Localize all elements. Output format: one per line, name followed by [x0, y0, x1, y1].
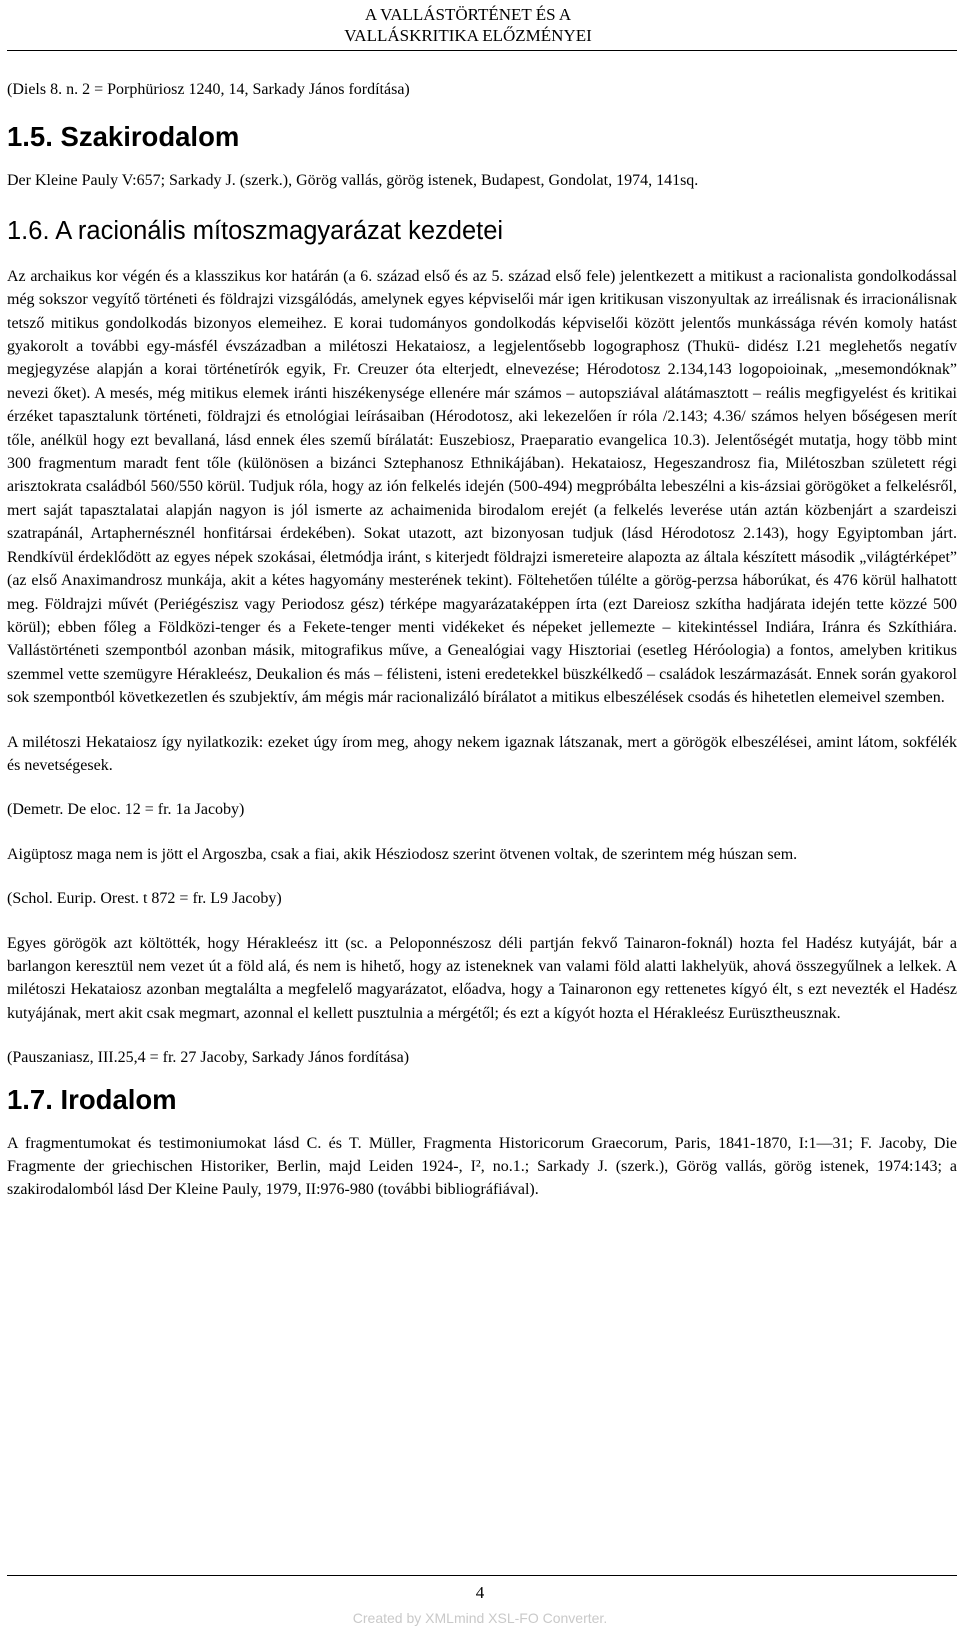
- citation-demetr: (Demetr. De eloc. 12 = fr. 1a Jacoby): [7, 801, 245, 819]
- citation-schol: (Schol. Eurip. Orest. t 872 = fr. L9 Jacoby): [7, 890, 282, 908]
- paragraph-main: Az archaikus kor végén és a klasszikus kor határán (a 6. század első és az 5. század első fele) jelentkezett a mitikust a racionalista gondolkodással még sokszor vegyítő történeti és földrajzi vizsgálódás, amelynek egyes képviselői már igen kritikusan viszonyultak az irreálisnak és irracionálisnak tetsző mitikus gondolkodás bizonyos elemeihez. E korai tudományos gondolkodás képviselői között jelentős munkássága révén komoly hatást gyakorolt a további egy-másfél évszázadban a milétoszi Hekataiosz, a legjelentősebb logographosz (Thukü- didész I.21 meglehetős negatív megjegyzése alapján a korai történetírók egyik, Fr. Creuzer óta elterjedt, elnevezése; Hérodotosz 2.134,143 logopoioinak, „mesemondóknak” nevezi őket). A mesés, még mitikus elemek iránti hiszékenysége ellenére már számos – autopsziával alátámasztott – reális megfigyelést és kritikai érzéket tapasztalunk történeti, földrajzi és etnológiai leírásaiban (Hérodotosz, aki lekezelően ír róla /2.143; 4.36/ számos helyen bőségesen merít tőle, anélkül hogy ezt bevallaná, lásd ennek éles szemű bírálatát: Euszebiosz, Praeparatio evangelica 10.3). Jelentőségét mutatja, hogy több mint 300 fragmentum maradt fent tőle (különösen a bizánci Sztephanosz Ethnikájában). Hekataiosz, Hegeszandrosz fia, Milétoszban született régi arisztokrata családból 560/550 körül. Tudjuk róla, hogy az ión felkelés idején (500-494) megpróbálta lebeszélni a kis-ázsiai görögöket a felkelésről, mert saját tapasztalatai alapján nagyon is jól ismerte az achaimenida birodalom erejét (a felkelés leverése után aztán közbenjárt a szardeiszi szatrapánál, Artaphernésznél honfitársai érdekében). Sokat utazott, azt bizonyosan tudjuk (lásd Hérodotosz 2.143), hogy Egyiptomban járt. Rendkívül érdeklődött az egyes népek szokásai, életmódja iránt, s kiterjedt földrajzi ismereteire alapozta az általa készített második „világtérképet” (az első Anaximandrosz munkája, akit a kétes hagyomány mesterének tekint). Föltehetően túlélte a görög-perzsa háborúkat, és 476 körül halhatott meg. Földrajzi művét (Periégészisz vagy Periodosz gész) térképe magyarázataképpen írta (ezt Dareiosz szkítha hadjárata idején tette közzé 500 körül); ebben főleg a Földközi-tenger és a Fekete-tenger menti vidékeket és népeket jellemezte – kitekintéssel Indiára, Iránra és Szkíthiára. Vallástörténeti szempontból azonban másik, mitografikus műve, a Genealógiai vagy Hisztoriai (esetleg Héróologia) a fontos, amelyben kritikus szemmel vette szemügyre Hérakleész, Deukalion és más – félisteni, isteni eredetekkel büszkélkedő – családok leszármazását. Ennek során gyakorol sok szempontból következetlen és szubjektív, ám mégis már racionalizáló bírálatot a mitikus elbeszélések csodás és hihetetlen elemeivel szemben.: [7, 267, 957, 707]
- section-heading-1-5: 1.5. Szakirodalom: [7, 121, 240, 153]
- generator-watermark: Created by XMLmind XSL-FO Converter.: [352, 1610, 608, 1626]
- section-heading-1-7: 1.7. Irodalom: [7, 1083, 177, 1115]
- running-header-line-2: VALLÁSKRITIKA ELŐZMÉNYEI: [344, 26, 592, 45]
- page-number: 4: [475, 1583, 485, 1602]
- running-header: [300, 4, 636, 46]
- quote-aiguptosz: Aigüptosz maga nem is jött el Argoszba, csak a fiai, akik Hésziodosz szerint ötvenen voltak, de szerintem még húszan sem.: [7, 845, 798, 863]
- running-header-line-1: A VALLÁSTÖRTÉNET ÉS A: [364, 5, 572, 24]
- page-content: [7, 78, 957, 1202]
- citation-diels: (Diels 8. n. 2 = Porphüriosz 1240, 14, Sarkady János fordítása): [7, 81, 410, 98]
- footer-rule: [7, 1575, 957, 1576]
- citation-pauszaniasz: (Pauszaniasz, III.25,4 = fr. 27 Jacoby, Sarkady János fordítása): [7, 1049, 410, 1067]
- quote-hekataiosz: A milétoszi Hekataiosz így nyilatkozik: ezeket úgy írom meg, ahogy nekem igaznak látszanak, mert a görögök elbeszélései, amint látom, sokfélék és nevetségesek.: [7, 733, 957, 774]
- section-heading-1-6: 1.6. A racionális mítoszmagyarázat kezdetei: [7, 216, 504, 245]
- header-rule: [7, 50, 957, 51]
- paragraph-literature: A fragmentumokat és testimoniumokat lásd C. és T. Müller, Fragmenta Historicorum Graecorum, Paris, 1841-1870, I:1—31; F. Jacoby, Die Fragmente der griechischen Historiker, Berlin, majd Leiden 1924-, I², no.1.; Sarkady J. (szerk.), Görög vallás, görög istenek, 1974:143; a szakirodalomból lásd Der Kleine Pauly, 1979, II:976-980 (további bibliográfiával).: [7, 1134, 957, 1199]
- quote-herakles: Egyes görögök azt költötték, hogy Hérakleész itt (sc. a Peloponnészosz déli partján fekvő Tainaron-foknál) hozta fel Hadész kutyáját, bár a barlangon keresztül nem vezet út a föld alá, és nem is hihető, hogy az isteneknek van valami föld alatti lakhelyük, ahová összegyűlnek a lelkek. A milétoszi Hekataiosz azonban megtalálta a megfelelő magyarázatot, előadva, hogy a Tainaronon egy rettenetes kígyó élt, s ezt nevezték el Hadész kutyájának, mert akit csak megmart, azonnal el kellett pusztulnia a mérgétől; és ezt a kígyót hozta el Hérakleész Eurüsztheusznak.: [7, 934, 957, 1022]
- paragraph-bibliography: Der Kleine Pauly V:657; Sarkady J. (szerk.), Görög vallás, görög istenek, Budapest, Gondolat, 1974, 141sq.: [7, 172, 699, 190]
